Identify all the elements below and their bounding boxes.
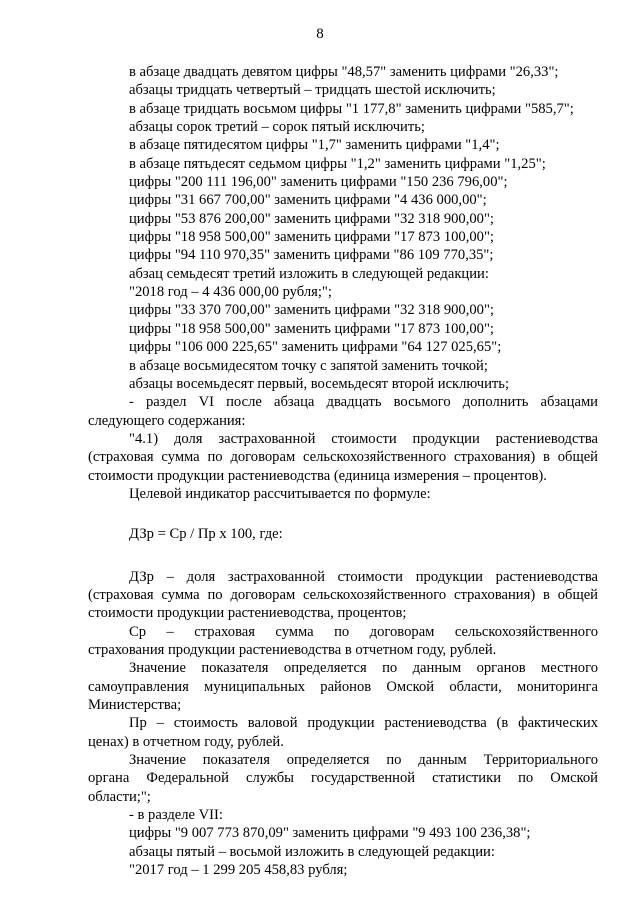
text-line: цифры "18 958 500,00" заменить цифрами "17 873 100,00"; [129, 320, 494, 337]
pr-definition-line: ценах) в отчетном году, рублей. [88, 733, 284, 750]
text-line: цифры "200 111 196,00" заменить цифрами "150 236 796,00"; [129, 174, 508, 191]
page-number: 8 [316, 26, 324, 42]
document-body [88, 63, 598, 879]
cr-definition-line: Ср – страховая сумма по договорам сельскохозяйственного [129, 623, 598, 640]
value-source-line: Министерства; [88, 697, 182, 713]
value-source-line: органа Федеральной службы государственной статистики по Омской [88, 770, 598, 787]
text-line: "2018 год – 4 436 000,00 рубля;"; [129, 284, 332, 301]
text-line: цифры "31 667 700,00" заменить цифрами "4 436 000,00"; [129, 192, 487, 209]
value-source-line: Значение показателя определяется по данным органов местного [129, 660, 598, 677]
section-7-line: цифры "9 007 773 870,09" заменить цифрами "9 493 100 236,38"; [129, 825, 531, 842]
pr-definition-line: Пр – стоимость валовой продукции растениеводства (в фактических [129, 715, 598, 732]
text-line: цифры "106 000 225,65" заменить цифрами "64 127 025,65"; [129, 339, 502, 356]
cr-definition-line: страхования продукции растениеводства в отчетном году, рублей. [88, 641, 497, 658]
text-line: абзацы восемьдесят первый, восемьдесят второй исключить; [129, 375, 510, 392]
indicator-4-1-line: (страховая сумма по договорам сельскохозяйственного страхования) в общей [88, 449, 598, 466]
text-line: в абзаце пятьдесят седьмом цифры "1,2" заменить цифрами "1,25"; [129, 155, 546, 172]
value-source-line: самоуправления муниципальных районов Омской области, мониторинга [88, 678, 598, 695]
section-7-line: абзацы пятый – восьмой изложить в следующей редакции: [129, 843, 495, 860]
value-source-line: области;"; [88, 788, 151, 805]
indicator-4-1-line: "4.1) доля застрахованной стоимости продукции растениеводства [129, 430, 598, 447]
section-7-line: "2017 год – 1 299 205 458,83 рубля; [129, 862, 348, 879]
text-line: в абзаце восьмидесятом точку с запятой заменить точкой; [129, 357, 488, 374]
text-line: абзацы тридцать четвертый – тридцать шестой исключить; [129, 82, 496, 99]
text-line: в абзаце двадцать девятом цифры "48,57" заменить цифрами "26,33"; [129, 64, 559, 80]
text-line: цифры "94 110 970,35" заменить цифрами "86 109 770,35"; [129, 247, 494, 264]
formula: ДЗр = Ср / Пр х 100, где: [129, 526, 283, 543]
dzr-definition-line: ДЗр – доля застрахованной стоимости продукции растениеводства [129, 568, 598, 585]
text-line: в абзаце тридцать восьмом цифры "1 177,8" заменить цифрами "585,7"; [129, 100, 574, 117]
text-line: абзацы сорок третий – сорок пятый исключить; [129, 119, 425, 136]
section-6-intro-line: - раздел VI после абзаца двадцать восьмого дополнить абзацами [129, 394, 598, 411]
text-line: в абзаце пятидесятом цифры "1,7" заменить цифрами "1,4"; [129, 137, 500, 154]
section-6-intro-line: следующего содержания: [88, 412, 246, 429]
indicator-formula-intro: Целевой индикатор рассчитывается по формуле: [129, 485, 431, 502]
dzr-definition-line: (страховая сумма по договорам сельскохозяйственного страхования) в общей [88, 586, 598, 603]
indicator-4-1-line: стоимости продукции растениеводства (единица измерения – процентов). [88, 467, 547, 484]
text-line: цифры "53 876 200,00" заменить цифрами "32 318 900,00"; [129, 210, 494, 227]
text-line: абзац семьдесят третий изложить в следующей редакции: [129, 265, 489, 282]
dzr-definition-line: стоимости продукции растениеводства, процентов; [88, 605, 407, 622]
section-7-line: - в разделе VII: [129, 807, 223, 824]
text-line: цифры "33 370 700,00" заменить цифрами "32 318 900,00"; [129, 302, 494, 319]
value-source-line: Значение показателя определяется по данным Территориального [129, 752, 598, 769]
text-line: цифры "18 958 500,00" заменить цифрами "17 873 100,00"; [129, 229, 494, 246]
